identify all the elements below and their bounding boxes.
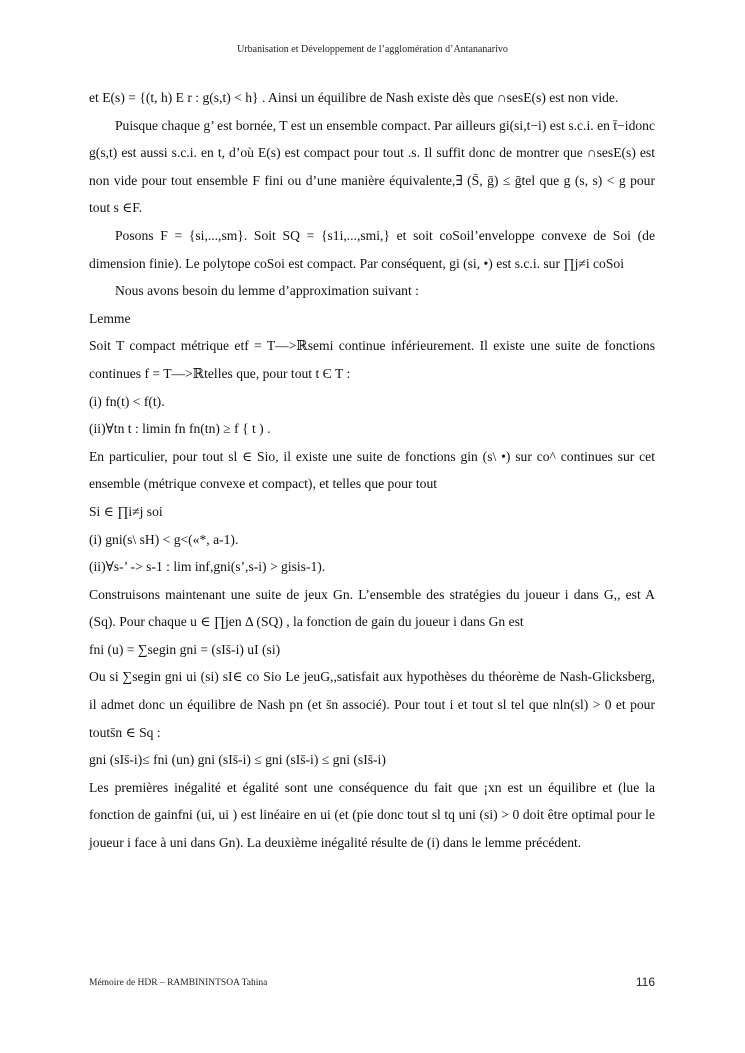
running-header: Urbanisation et Développement de l’agglomération d’Antananarivo (237, 44, 508, 55)
lemma-item-i: (i) fn(t) < f(t). (89, 393, 165, 409)
page-body (89, 84, 655, 857)
paragraph-3: Posons F = {si,...,sm}. Soit SQ = {s1i,...,smi,} et soit coSoil’enveloppe convexe de Soi (de dimension finie). Le polytope coSoi est compact. Par conséquent, gi (si, •) est s.c.i. sur ∏j≠i coSoi (89, 227, 655, 271)
paragraph-4: Nous avons besoin du lemme d’approximation suivant : (115, 283, 419, 299)
paragraph-nash: Ou si ∑segin gni ui (si) sI∈ co Sio Le jeuG,,satisfait aux hypothèses du théorème de Nash-Glicksberg, il admet donc un équilibre de Nash pn (et s̄n associé). Pour tout i et tout sl tel que nln(sl) > 0 et pour touts̄n ∈ Sq : (89, 669, 655, 740)
condition-ii: (ii)∀s-’ -> s-1 : lim inf,gni(s’,s-i) > gisis-1). (89, 559, 326, 575)
formula-product: Si ∈ ∏i≠j soi (89, 503, 163, 519)
page-number: 116 (635, 975, 655, 989)
lemma-heading: Lemme (89, 310, 131, 326)
formula-inequalities: gni (sIs̄-i)≤ fni (un) gni (sIs̄-i) ≤ gni (sIs̄-i) ≤ gni (sIs̄-i) (89, 752, 386, 768)
paragraph-construct: Construisons maintenant une suite de jeux Gn. L’ensemble des stratégies du joueur i dans G,, est A (Sq). Pour chaque u ∈ ∏jen Δ (SQ) , la fonction de gain du joueur i dans Gn est (89, 586, 655, 630)
paragraph-conclusion: Les premières inégalité et égalité sont une conséquence du fait que ¡xn est un équilibre et (lue la fonction de gainfni (ui, ui ) est linéaire en ui (et (pie donc tout sl tq uni (si) > 0 doit être optimal pour le joueur i face à uni dans Gn). La deuxième inégalité résulte de (i) dans le lemme précédent. (89, 779, 655, 851)
condition-i: (i) gni(s\ sH) < g<(«*, a-1). (89, 531, 239, 547)
paragraph-particular: En particulier, pour tout sl ∈ Sio, il existe une suite de fonctions gin (s\ •) sur co^ continues sur cet ensemble (métrique convexe et compact), et telles que pour tout (89, 448, 655, 492)
footer-author: Mémoire de HDR – RAMBININTSOA Tahina (89, 978, 268, 988)
paragraph-2: Puisque chaque g’ est bornée, T est un ensemble compact. Par ailleurs gi(si,t−i) est s.c.i. en t̄−idonc g(s,t) est aussi s.c.i. en t, d’où E(s) est compact pour tout .s. Il suffit donc de montrer que ∩sesE(s) est non vide pour tout ensemble F fini ou d’une manière équivalente,∃ (S̄, ḡ) ≤ ḡtel que g (s, s) < g pour tout s ∈F. (89, 117, 655, 216)
lemma-statement: Soit T compact métrique etf = T—>ℝsemi continue inférieurement. Il existe une suite de fonctions continues f = T—>ℝtelles que, pour tout t Є T : (89, 338, 655, 381)
formula-gain: fni (u) = ∑segin gni = (sIs̄-i) uI (si) (89, 641, 281, 657)
lemma-item-ii: (ii)∀tn t : limin fn fn(tn) ≥ f { t ) . (89, 421, 271, 437)
paragraph-1: et E(s) = {(t, h) E r : g(s,t) < h} . Ainsi un équilibre de Nash existe dès que ∩sesE(s) est non vide. (89, 90, 619, 105)
